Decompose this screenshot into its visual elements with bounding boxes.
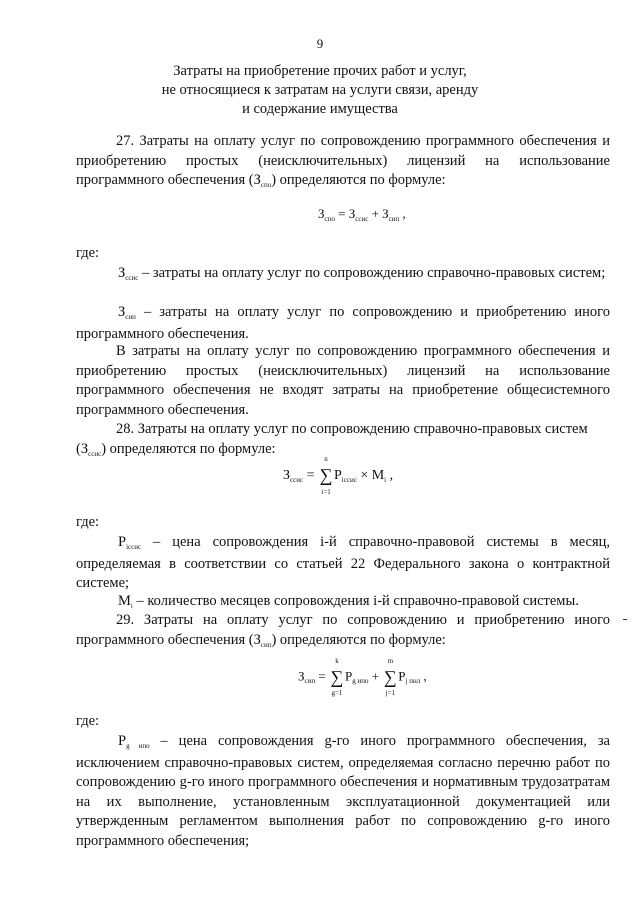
- formula-2: $З_{ссис}$ = n ∑ i=1 $P_{iссис} \times M_i$ ,: [283, 455, 394, 496]
- definition-price-ipo: $P_{g ипо}$ – цена сопровождения g-го иного программного обеспечения, за исключением справочно-правовых систем, определяемая согласно перечню работ по сопровождению g-го иного программного обеспечения и нормативным трудозатратам на их выполнение, установленным эксплуатационной документацией или утвержденным регламентом выполнения работ по сопровождению g-го иного программного обеспечения;: [76, 733, 610, 849]
- definition-sip: $З_{сип}$ – затраты на оплату услуг по сопровождению и приобретению иного программного обеспечения.: [76, 304, 610, 342]
- where-label-2: где:: [76, 514, 100, 530]
- definition-months: $M_i$ – количество месяцев сопровождения i-й справочно-правовой системы.: [118, 593, 579, 610]
- heading-line-1: Затраты на приобретение прочих работ и услуг,: [173, 63, 467, 79]
- formula-1: $З_{спо} = З_{ссис} + З_{сип}$ ,: [318, 206, 406, 223]
- definition-price-ssis: $P_{iссис}$ – цена сопровождения i-й справочно-правовой системы в месяц, определяемая в соответствии со статьей 22 Федерального закона о контрактной системе;: [76, 534, 610, 592]
- paragraph-exclusion: В затраты на оплату услуг по сопровождению программного обеспечения и приобретению простых (неисключительных) лицензий на использование программного обеспечения не входят затраты на приобретение общесистемного программного обеспечения.: [76, 343, 610, 418]
- section-heading: [120, 62, 520, 119]
- sum-symbol: k ∑ g=1: [330, 657, 344, 697]
- where-label-1: где:: [76, 245, 100, 261]
- paragraph-27: 27. Затраты на оплату услуг по сопровождению программного обеспечения и приобретению простых (неисключительных) лицензий на использование программного обеспечения $(З_{спо})$ определяются по формуле:: [76, 133, 610, 190]
- sum-symbol: m ∑ j=1: [383, 657, 397, 697]
- paragraph-29: 29. Затраты на оплату услуг по сопровождению и приобретению иного программного обеспечения $(З_{сип})$ определяются по формуле:: [76, 612, 610, 649]
- formula-3: $З_{сип}$ = k ∑ g=1 $P_{g ипо}$ + m ∑ j=1 $P_{j пнл}$ ,: [298, 657, 427, 697]
- symbol: З: [253, 172, 261, 189]
- heading-line-2: не относящиеся к затратам на услуги связи, аренду: [161, 82, 479, 98]
- page-number: 9: [316, 36, 324, 51]
- definition-ssis: $З_{ссис}$ – затраты на оплату услуг по сопровождению справочно-правовых систем;: [118, 265, 606, 282]
- heading-line-3: и содержание имущества: [242, 101, 398, 117]
- where-label-3: где:: [76, 713, 100, 729]
- sum-symbol: n ∑ i=1: [319, 455, 333, 496]
- margin-mark: [623, 619, 627, 620]
- paragraph-28: 28. Затраты на оплату услуг по сопровождению справочно-правовых систем $(З_{ссис})$ определяются по формуле:: [76, 421, 588, 458]
